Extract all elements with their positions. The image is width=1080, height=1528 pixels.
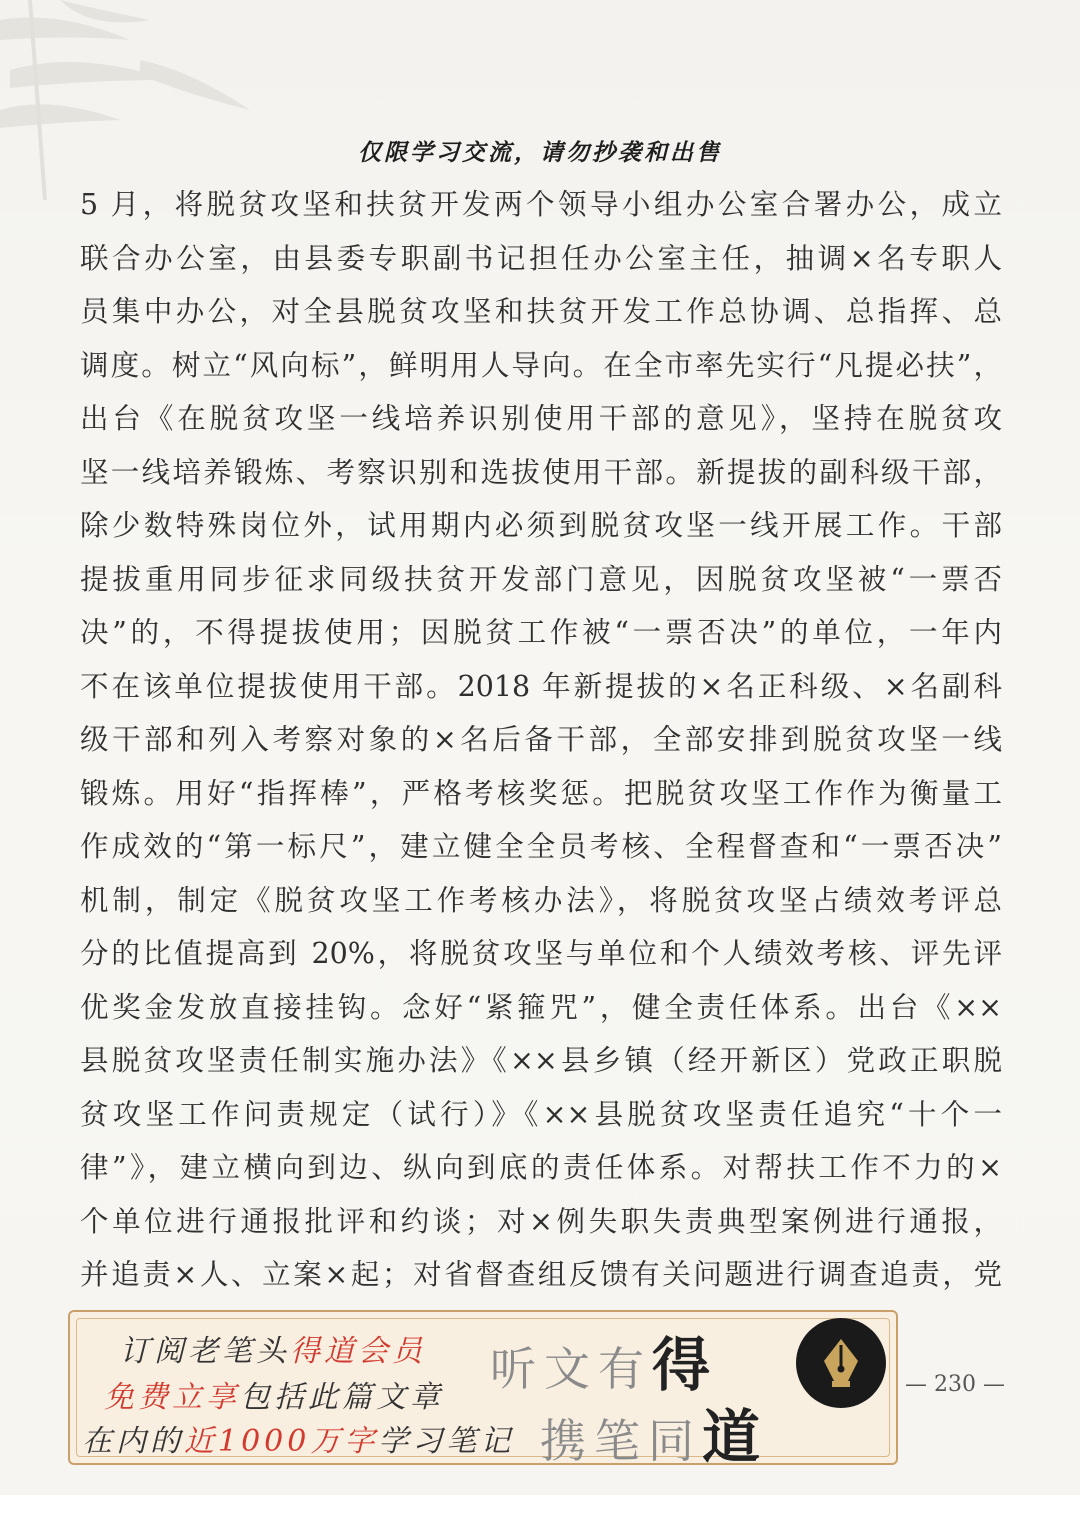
slogan-text: 携笔同 [540, 1414, 702, 1468]
body-line: 县脱贫攻坚责任制实施办法》《××县乡镇（经开新区）党政正职脱 [80, 1044, 1002, 1077]
promo-text: 学习笔记 [378, 1424, 515, 1459]
body-line: 调度。树立“风向标”，鲜明用人导向。在全市率先实行“凡提必扶”， [80, 348, 1002, 382]
promo-text: 包括此篇文章 [240, 1380, 444, 1415]
slogan-emphasis: 道 [702, 1403, 769, 1471]
body-line: 坚一线培养锻炼、考察识别和选拔使用干部。新提拔的副科级干部， [80, 455, 1002, 489]
page-number: — 230 — [905, 1372, 1005, 1397]
promo-line-3 [82, 1416, 514, 1460]
body-line: 锻炼。用好“指挥棒”，严格考核奖惩。把脱贫攻坚工作作为衡量工 [80, 776, 1002, 810]
body-line: 不在该单位提拔使用干部。2018 年新提拔的×名正科级、×名副科 [80, 669, 1002, 703]
body-line: 联合办公室，由县委专职副书记担任办公室主任，抽调×名专职人 [80, 241, 1002, 275]
body-line: 级干部和列入考察对象的×名后备干部，全部安排到脱贫攻坚一线 [80, 723, 1002, 756]
body-line: 除少数特殊岗位外，试用期内必须到脱贫攻坚一线开展工作。干部 [80, 509, 1002, 542]
slogan-line-2 [540, 1390, 768, 1474]
body-line: 并追责×人、立案×起；对省督查组反馈有关问题进行调查追责，党 [80, 1258, 1002, 1291]
body-line: 5 月，将脱贫攻坚和扶贫开发两个领导小组办公室合署办公，成立 [80, 188, 1002, 221]
slogan-text: 听文有 [490, 1342, 652, 1396]
promo-highlight: 得道会员 [290, 1334, 426, 1369]
article-body [80, 178, 1002, 1302]
pen-nib-icon [796, 1318, 886, 1408]
promo-highlight: 免费立享 [104, 1380, 240, 1415]
pen-nib-glyph [818, 1337, 864, 1389]
body-line: 律”》，建立横向到边、纵向到底的责任体系。对帮扶工作不力的× [80, 1151, 1002, 1184]
copyright-notice: 仅限学习交流，请勿抄袭和出售 [358, 139, 722, 166]
body-line: 提拔重用同步征求同级扶贫开发部门意见，因脱贫攻坚被“一票否 [80, 562, 1002, 596]
membership-promo-banner[interactable] [68, 1310, 898, 1471]
body-line: 分的比值提高到 20%，将脱贫攻坚与单位和个人绩效考核、评先评 [80, 937, 1002, 970]
promo-line-2 [104, 1372, 444, 1416]
body-line: 机制，制定《脱贫攻坚工作考核办法》，将脱贫攻坚占绩效考评总 [80, 883, 1002, 917]
bamboo-leaves-decoration [0, 0, 260, 200]
body-line: 出台《在脱贫攻坚一线培养识别使用干部的意见》，坚持在脱贫攻 [80, 402, 1002, 435]
body-line: 个单位进行通报批评和约谈；对×例失职失责典型案例进行通报， [80, 1204, 1002, 1238]
slogan-emphasis: 得 [652, 1331, 719, 1399]
promo-text: 订阅老笔头 [120, 1334, 290, 1369]
body-line: 贫攻坚工作问责规定（试行）》《××县脱贫攻坚责任追究“十个一 [80, 1097, 1002, 1131]
body-line: 作成效的“第一标尺”，建立健全全员考核、全程督查和“一票否决” [80, 830, 1002, 863]
body-line: 员集中办公，对全县脱贫攻坚和扶贫开发工作总协调、总指挥、总 [80, 295, 1002, 328]
promo-highlight: 近1000万字 [184, 1424, 379, 1459]
body-line: 决”的，不得提拔使用；因脱贫工作被“一票否决”的单位，一年内 [80, 616, 1002, 649]
promo-text: 在内的 [82, 1424, 184, 1459]
body-line: 优奖金发放直接挂钩。念好“紧箍咒”，健全责任体系。出台《×× [80, 990, 1002, 1024]
bottom-white-band [0, 1495, 1080, 1528]
promo-line-1 [120, 1326, 426, 1370]
